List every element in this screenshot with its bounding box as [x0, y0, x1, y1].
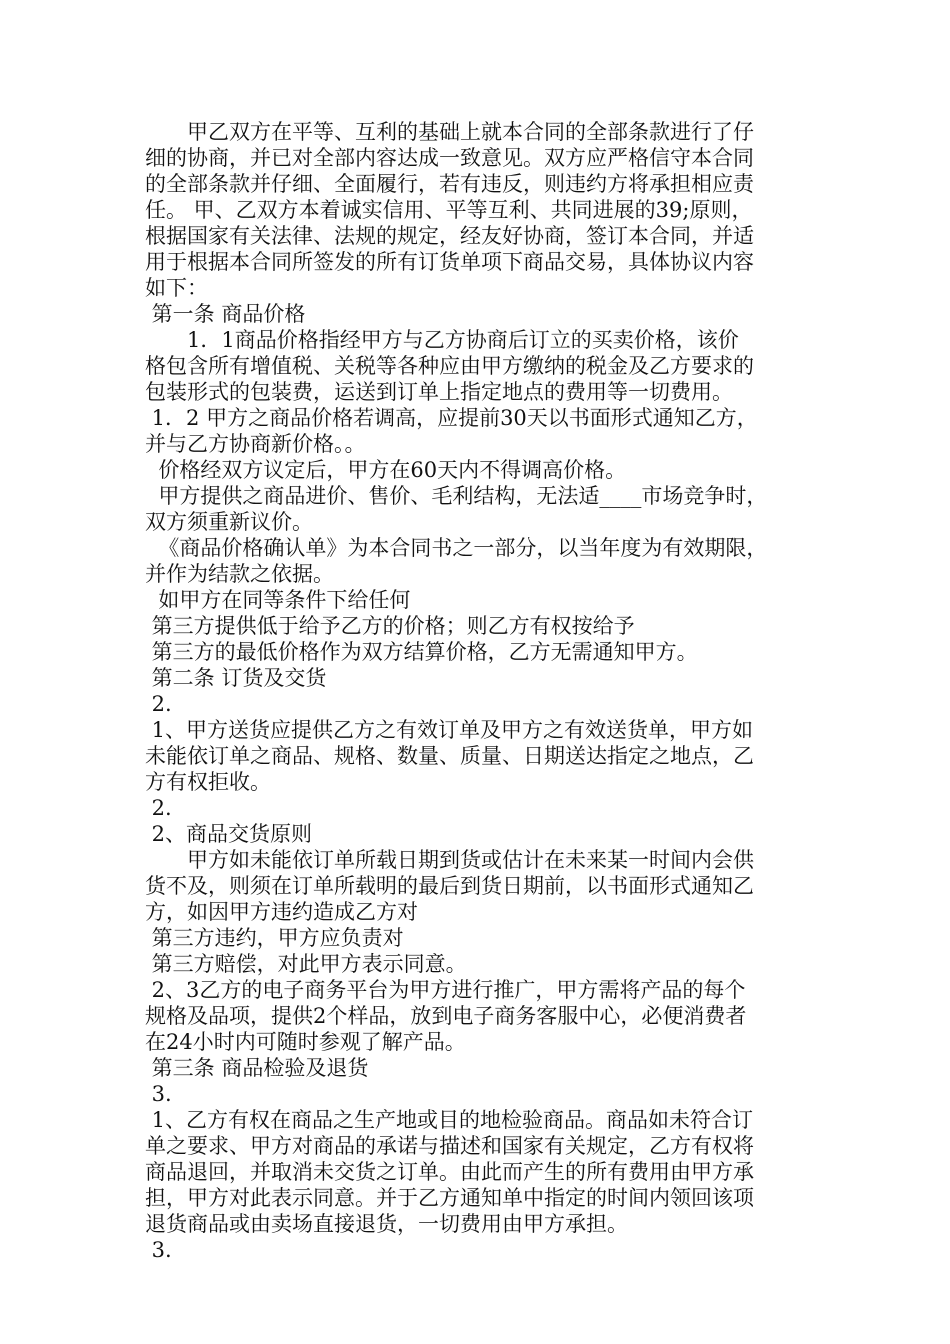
paragraph-line: 第三方提供低于给予乙方的价格；则乙方有权按给予 [145, 614, 635, 638]
paragraph-line: 担，甲方对此表示同意。并于乙方通知单中指定的时间内领回该项 [145, 1186, 754, 1210]
paragraph-line: 双方须重新议价。 [145, 510, 313, 534]
paragraph-line: 1．1商品价格指经甲方与乙方协商后订立的买卖价格，该价 [145, 328, 739, 352]
paragraph-line: 格包含所有增值税、关税等各种应由甲方缴纳的税金及乙方要求的 [145, 354, 754, 378]
paragraph-line: 单之要求、甲方对商品的承诺与描述和国家有关规定，乙方有权将 [145, 1134, 754, 1158]
paragraph-line: 1、甲方送货应提供乙方之有效订单及甲方之有效送货单，甲方如 [145, 718, 754, 742]
section-heading: 第二条 订货及交货 [145, 666, 327, 690]
paragraph-line: 根据国家有关法律、法规的规定，经友好协商，签订本合同，并适 [145, 224, 754, 248]
paragraph-line: 如下： [145, 276, 208, 300]
paragraph-line: 1、乙方有权在商品之生产地或目的地检验商品。商品如未符合订 [145, 1108, 754, 1132]
paragraph-line: 价格经双方议定后，甲方在60天内不得调高价格。 [145, 458, 627, 482]
paragraph-line: 包装形式的包装费，运送到订单上指定地点的费用等一切费用。 [145, 380, 733, 404]
paragraph-line: 未能依订单之商品、规格、数量、质量、日期送达指定之地点，乙 [145, 744, 754, 768]
paragraph-line: 商品退回，并取消未交货之订单。由此而产生的所有费用由甲方承 [145, 1160, 754, 1184]
paragraph-line: 任。 甲、乙双方本着诚实信用、平等互利、共同进展的39;原则， [145, 198, 753, 222]
paragraph-line: 在24小时内可随时参观了解产品。 [145, 1030, 466, 1054]
paragraph-line: 如甲方在同等条件下给任何 [145, 588, 411, 612]
paragraph-line: 并与乙方协商新价格。。 [145, 432, 366, 456]
section-heading: 第三条 商品检验及退货 [145, 1056, 369, 1080]
paragraph-line: 1．2 甲方之商品价格若调高，应提前30天以书面形式通知乙方， [145, 406, 758, 430]
section-heading: 第一条 商品价格 [145, 302, 306, 326]
paragraph-line: 3. [145, 1238, 172, 1262]
paragraph-line: 细的协商，并已对全部内容达成一致意见。双方应严格信守本合同 [145, 146, 754, 170]
paragraph-line: 2. [145, 692, 172, 716]
paragraph-line: 方，如因甲方违约造成乙方对 [145, 900, 418, 924]
paragraph-line: 的全部条款并仔细、全面履行，若有违反，则违约方将承担相应责 [145, 172, 754, 196]
paragraph-line: 甲方如未能依订单所载日期到货或估计在未来某一时间内会供 [145, 848, 754, 872]
paragraph-line: 用于根据本合同所签发的所有订货单项下商品交易，具体协议内容 [145, 250, 754, 274]
paragraph-line: 2、3乙方的电子商务平台为甲方进行推广，甲方需将产品的每个 [145, 978, 746, 1002]
paragraph-line: 方有权拒收。 [145, 770, 271, 794]
paragraph-line: 2. [145, 796, 172, 820]
paragraph-line: 2、商品交货原则 [145, 822, 313, 846]
paragraph-line: 甲方提供之商品进价、售价、毛利结构，无法适____市场竞争时， [145, 484, 768, 508]
paragraph-line: 规格及品项，提供2个样品，放到电子商务客服中心，必便消费者 [145, 1004, 747, 1028]
paragraph-line: 《商品价格确认单》为本合同书之一部分，以当年度为有效期限， [145, 536, 768, 560]
paragraph-line: 货不及，则须在订单所载明的最后到货日期前，以书面形式通知乙 [145, 874, 754, 898]
paragraph-line: 甲乙双方在平等、互利的基础上就本合同的全部条款进行了仔 [145, 120, 754, 144]
paragraph-line: 第三方赔偿，对此甲方表示同意。 [145, 952, 467, 976]
paragraph-line: 退货商品或由卖场直接退货，一切费用由甲方承担。 [145, 1212, 628, 1236]
paragraph-line: 并作为结款之依据。 [145, 562, 334, 586]
paragraph-line: 第三方违约，甲方应负责对 [145, 926, 404, 950]
paragraph-line: 3. [145, 1082, 172, 1106]
paragraph-line: 第三方的最低价格作为双方结算价格，乙方无需通知甲方。 [145, 640, 698, 664]
